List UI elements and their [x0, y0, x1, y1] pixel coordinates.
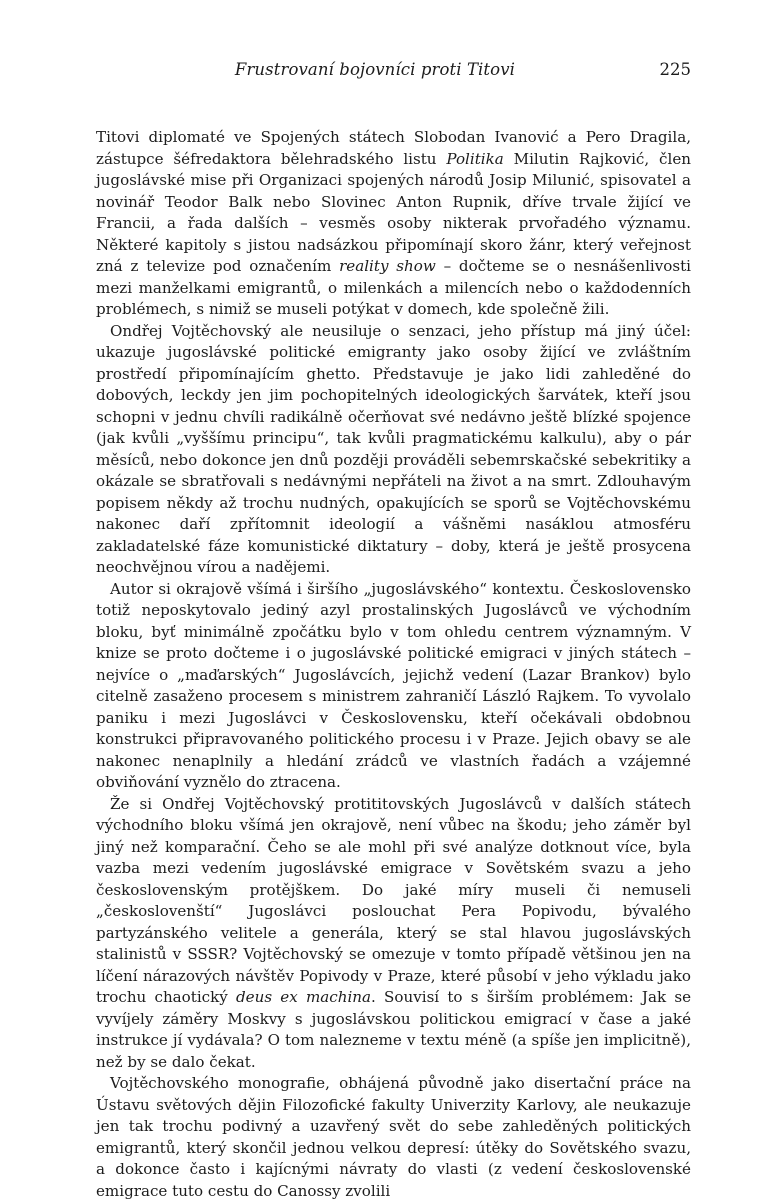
paragraph-1-text: Milutin Rajković, člen jugoslávské mise při Organizaci spojených národů Josip Milunić, spisovatel a novinář Teodor Balk nebo Slovinec Anton Rupnik, dříve trvale žijící ve Francii, a řada dalších – vesměs osoby nikterak prvořadého významu. Některé kapitoly s jistou nadsázkou připomínají skoro žánr, který veřejnost zná z televize pod označením — [96, 149, 691, 275]
newspaper-title-politika: Politika — [446, 149, 504, 168]
paragraph-5-text: Vojtěchovského monografie, obhájená původně jako disertační práce na Ústavu světových dějin Filozofické fakulty Univerzity Karlovy, ale neukazuje jen tak trochu podivný a uzavřený svět do sebe zahleděných politických emigrantů, který skončil jednou velkou depresí: útěky do Sovětského svazu, a dokonce často i kajícnými návraty do vlasti (z vedení československé emigrace tuto cestu do Canossy zvolili — [96, 1074, 691, 1200]
paragraph-4-text: . Souvisí to s širším problémem: Jak se vyvíjely záměry Moskvy s jugoslávskou politickou emigrací v čase a jaké instrukce jí vydávala? O tom nalezneme v textu méně (a spíše jen implicitně), než by se dalo čekat. — [96, 988, 692, 1071]
paragraph-1-text: – dočteme se o nesnášenlivosti mezi manželkami emigrantů, o milenkách a milencích nebo o každodenních problémech, s nimiž se museli potýkat v domech, kde společně žili. — [96, 257, 691, 318]
paragraph-4-text: Že si Ondřej Vojtěchovský protititovských Jugoslávců v dalších státech východního bloku všímá jen okrajově, není vůbec na škodu; jeho záměr byl jiný než komparační. Čeho se ale mohl při své analýze dotknout více, byla vazba mezi vedením jugoslávské emigrace v Sovětském svazu a jeho československým protějškem. Do jaké míry museli či nemuseli „českoslovenští“ Jugoslávci poslouchat Pera Popivodu, bývalého partyzánského velitele a generála, který se stal hlavou jugoslávských stalinistů v SSSR? Vojtěchovský se omezuje v tomto případě většinou jen na líčení nárazových návštěv Popivody v Praze, které působí v jeho výkladu jako trochu chaotický — [96, 794, 691, 1006]
paragraph-1-text: Titovi diplomaté ve Spojených státech Slobodan Ivanović a Pero Dragila, zástupce šéfredaktora bělehradského listu — [96, 128, 691, 168]
paragraph-5 — [96, 1073, 691, 1202]
body-text — [96, 127, 691, 1202]
running-head — [96, 60, 691, 84]
paragraph-2-text: Ondřej Vojtěchovský ale neusiluje o senzaci, jeho přístup má jiný účel: ukazuje jugoslávské politické emigranty jako osoby žijící ve zvláštním prostředí připomínajícím ghetto. Představuje je jako lidi zahleděné do dobových, leckdy jen jim pochopitelných ideologických šarvátek, kteří jsou schopni v jednu chvíli radikálně očerňovat své nedávno ještě blízké spojence (jak kvůli „vyššímu principu“, tak kvůli pragmatickému kalkulu), aby o pár měsíců, nebo dokonce jen dnů později prováděli sebemrskačské sebekritiky a okázale se sbratřovali s nedávnými nepřáteli na život a na smrt. Zdlouhavým popisem někdy až trochu nudných, opakujících se sporů se Vojtěchovskému nakonec daří zpřítomnit ideologií a vášněmi nasáklou atmosféru zakladatelské fáze komunistické diktatury – doby, která je ještě prosycena neochvějnou vírou a nadějemi. — [96, 321, 691, 576]
term-reality-show: reality show — [339, 257, 436, 275]
term-deus-ex-machina: deus ex machina — [236, 988, 372, 1006]
paragraph-2 — [96, 321, 691, 579]
page-number: 225 — [659, 60, 691, 79]
running-title: Frustrovaní bojovníci proti Titovi — [234, 60, 515, 79]
paragraph-4 — [96, 794, 691, 1074]
paragraph-1 — [96, 127, 691, 321]
paragraph-3 — [96, 579, 691, 794]
paragraph-3-text: Autor si okrajově všímá i širšího „jugoslávského“ kontextu. Československo totiž neposkytovalo jediný azyl prostalinských Jugoslávců ve východním bloku, byť minimálně zpočátku bylo v tom ohledu centrem významným. V knize se proto dočteme i o jugoslávské politické emigraci v jiných státech – nejvíce o „maďarských“ Jugoslávcích, jejichž vedení (Lazar Brankov) bylo citelně zasaženo procesem s ministrem zahraničí László Rajkem. To vyvolalo paniku i mezi Jugoslávci v Československu, kteří očekávali obdobnou konstrukci připravovaného politického procesu i v Praze. Jejich obavy se ale nakonec nenaplnily a hledání zrádců ve vlastních řadách a vzájemné obviňování vyznělo do ztracena. — [96, 579, 691, 791]
